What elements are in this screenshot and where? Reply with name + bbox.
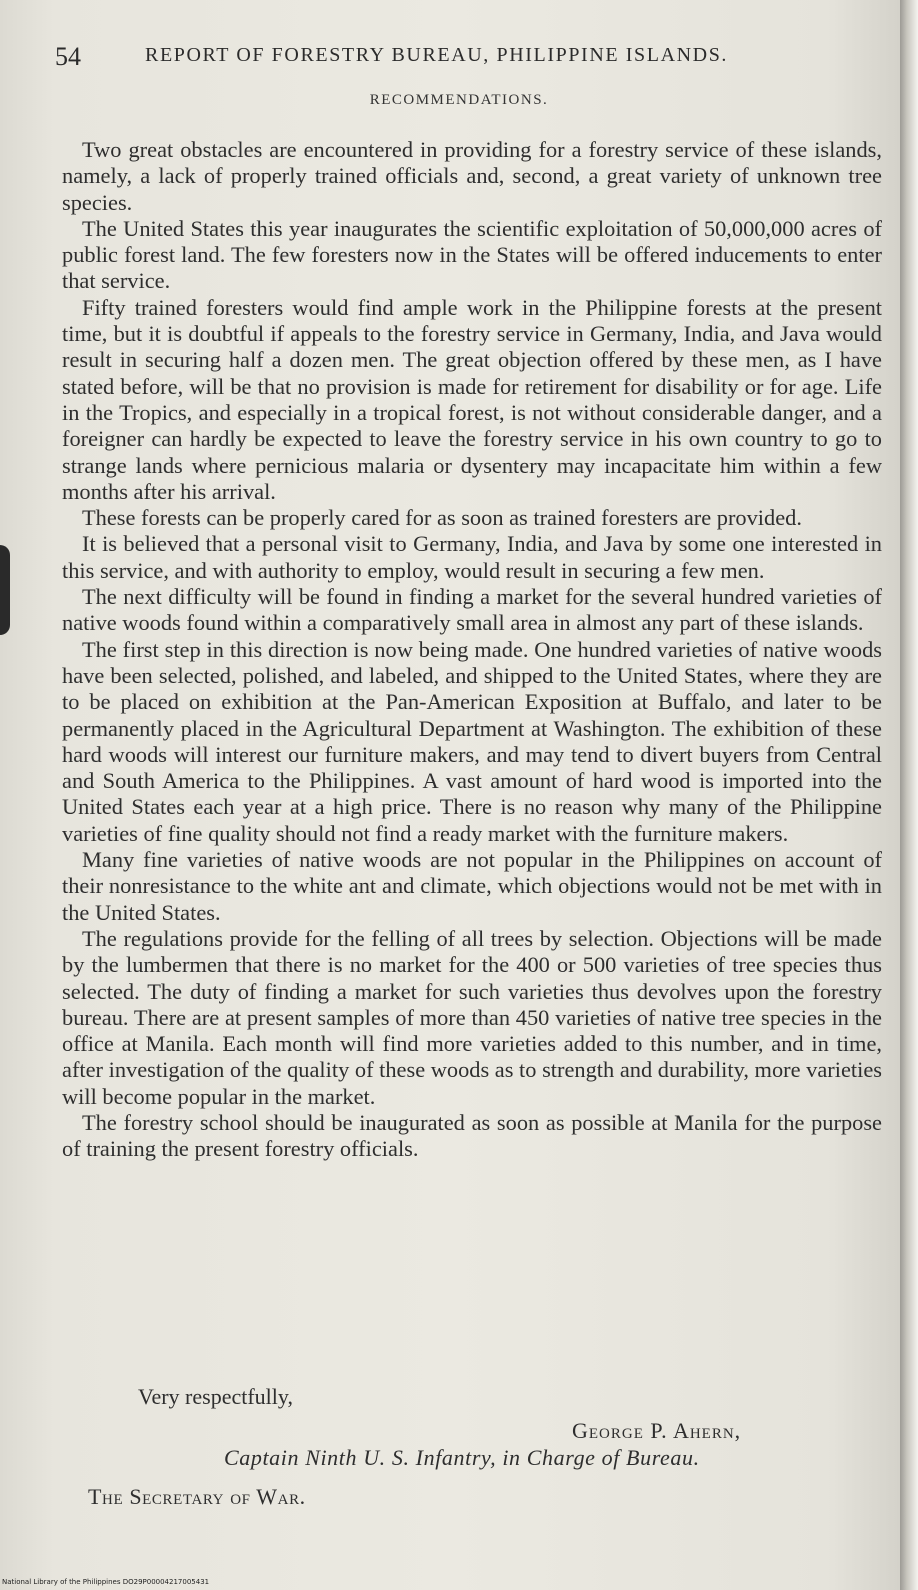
paragraph: The forestry school should be inaugurated as soon as possible at Manila for the purpose of training the present forestry officials. (62, 1109, 882, 1162)
paragraph: Two great obstacles are encountered in providing for a forestry service of these islands, namely, a lack of properly trained officials and, second, a great variety of unknown tree species. (62, 137, 882, 215)
running-head: REPORT OF FORESTRY BUREAU, PHILIPPINE ISLANDS. (145, 44, 729, 66)
paragraph: Fifty trained foresters would find ample work in the Philippine forests at the present time, but it is doubtful if appeals to the forestry service in Germany, India, and Java would result in securing half a dozen men. The great objection offered by these men, as I have stated before, will be that no provision is made for retirement for disability or for age. Life in the Tropics, and especially in a tropical forest, is not without considerable danger, and a foreigner can hardly be expected to leave the forestry service in his own country to go to strange lands where pernicious malaria or dysentery may incapacitate him within a few months after his arrival. (62, 294, 882, 504)
valediction: Very respectfully, (138, 1384, 293, 1409)
body-text (62, 137, 882, 1163)
page-number: 54 (55, 42, 81, 71)
section-title: RECOMMENDATIONS. (369, 92, 549, 108)
paragraph: The next difficulty will be found in finding a market for the several hundred varieties of native woods found within a comparatively small area in almost any part of these islands. (62, 584, 882, 636)
paragraph: The United States this year inaugurates the scientific exploitation of 50,000,000 acres of public forest land. The few foresters now in the States will be offered inducements to enter that service. (62, 215, 882, 294)
footer-credit: National Library of the Philippines DO29P00004217005431 (2, 1578, 210, 1586)
addressee: The Secretary of War. (88, 1484, 306, 1509)
signature-name: George P. Ahern, (572, 1418, 742, 1443)
page-binding-edge (900, 0, 918, 1590)
paragraph: These forests can be properly cared for as soon as trained foresters are provided. (82, 505, 802, 531)
paragraph: The regulations provide for the felling of all trees by selection. Objections will be made by the lumbermen that there is no market for the 400 or 500 varieties of tree species thus selected. The duty of finding a market for such varieties thus devolves upon the forestry bureau. There are at present samples of more than 450 varieties of native tree species in the office at Manila. Each month will find more varieties added to this number, and in time, after investigation of the quality of these woods as to strength and durability, more varieties will become popular in the market. (62, 925, 882, 1109)
paragraph: Many fine varieties of native woods are not popular in the Philippines on account of their nonresistance to the white ant and climate, which objections would not be met with in the United States. (62, 847, 882, 925)
paragraph: It is believed that a personal visit to Germany, India, and Java by some one interested in this service, and with authority to employ, would result in securing a few men. (62, 531, 882, 583)
scan-artifact-mark (0, 545, 10, 635)
paragraph: The first step in this direction is now being made. One hundred varieties of native woods have been selected, polished, and labeled, and shipped to the United States, where they are to be placed on exhibition at the Pan-American Exposition at Buffalo, and later to be permanently placed in the Agricultural Department at Washington. The exhibition of these hard woods will interest our furniture makers, and may tend to divert buyers from Central and South America to the Philippines. A vast amount of hard wood is imported into the United States each year at a high price. There is no reason why many of the Philippine varieties of fine quality should not find a ready market with the furniture makers. (62, 636, 882, 846)
page-header (55, 38, 855, 78)
signature-title: Captain Ninth U. S. Infantry, in Charge of Bureau. (224, 1445, 700, 1470)
